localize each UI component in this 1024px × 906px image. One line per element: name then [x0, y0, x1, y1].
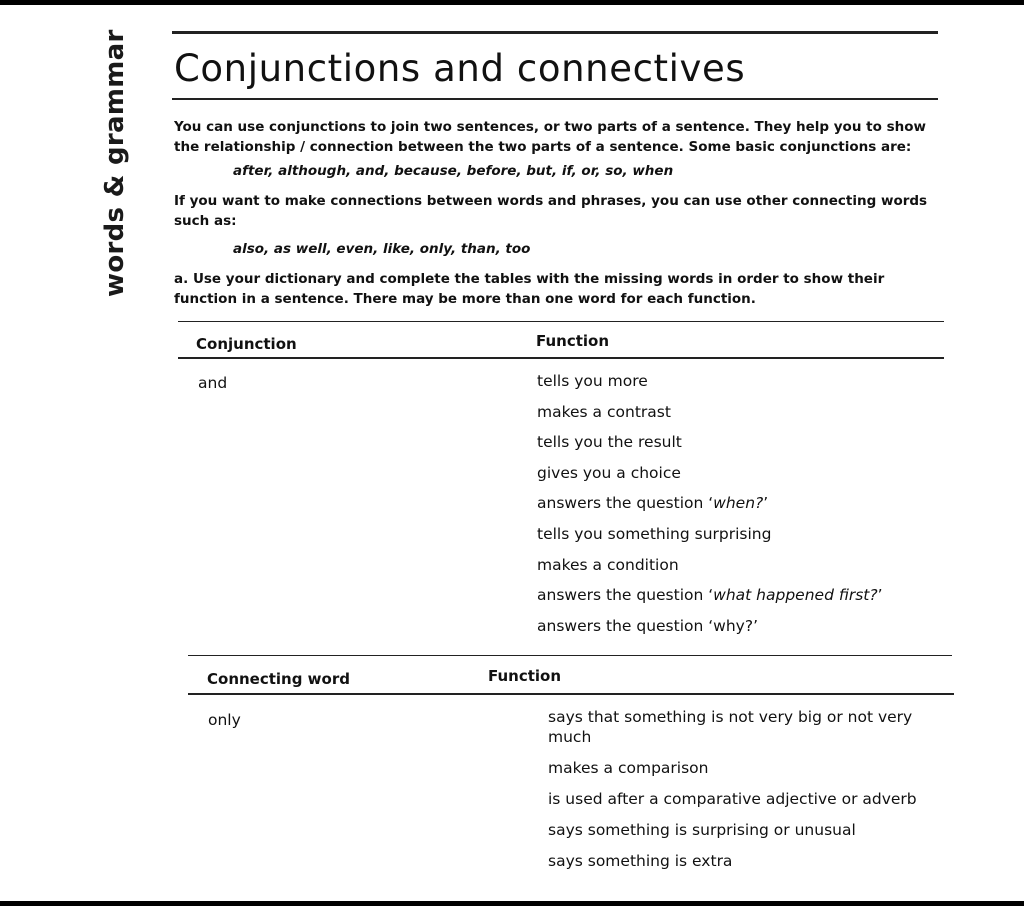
table-1-header-rule	[178, 357, 944, 359]
table-2-header-rule	[188, 693, 954, 695]
conjunction-examples: after, although, and, because, before, but, if, or, so, when	[233, 163, 674, 179]
table-1-top-rule	[178, 321, 944, 322]
exercise-instruction: a. Use your dictionary and complete the tables with the missing words in order to show their function in a sentence. There may be more than one word for each function.	[174, 271, 885, 307]
function-item: says something is extra	[548, 852, 733, 870]
connecting-word-function-list	[548, 707, 948, 882]
example-conjunction: and	[198, 374, 228, 392]
title-bottom-rule	[172, 98, 938, 100]
function-column-header: Function	[536, 332, 610, 350]
function-item: makes a contrast	[537, 402, 671, 421]
connecting-word-examples: also, as well, even, like, only, than, too	[233, 241, 531, 257]
title-top-rule	[172, 31, 938, 34]
page-title: Conjunctions and connectives	[174, 47, 746, 90]
function-item: gives you a choice	[537, 463, 681, 482]
section-side-label: words & grammar	[100, 29, 130, 297]
function-item: makes a condition	[537, 555, 679, 574]
conjunction-column-header: Conjunction	[196, 335, 297, 353]
function-column-header-2: Function	[488, 667, 562, 685]
table-2-top-rule	[188, 655, 952, 656]
intro-paragraph-2: If you want to make connections between words and phrases, you can use other connecting words such as:	[174, 193, 928, 229]
function-item: is used after a comparative adjective or adverb	[548, 790, 917, 808]
function-item: tells you something surprising	[537, 524, 772, 543]
connecting-word-column-header: Connecting word	[207, 670, 350, 688]
function-item: tells you more	[537, 372, 648, 390]
example-connecting-word: only	[208, 711, 241, 729]
function-item: says that something is not very big or not very much	[548, 708, 913, 746]
function-item: says something is surprising or unusual	[548, 821, 856, 839]
function-item: answers the question ‘when?’	[537, 494, 769, 513]
function-item: answers the question ‘what happened first?’	[537, 586, 883, 605]
conjunction-function-list	[537, 371, 883, 646]
function-item: answers the question ‘why?’	[537, 616, 758, 635]
intro-paragraph-1: You can use conjunctions to join two sentences, or two parts of a sentence. They help you to show the relationship / connection between the two parts of a sentence. Some basic conjunctions are:	[174, 119, 926, 155]
textbook-page	[0, 5, 1024, 901]
function-item: makes a comparison	[548, 759, 709, 777]
function-item: tells you the result	[537, 433, 682, 452]
